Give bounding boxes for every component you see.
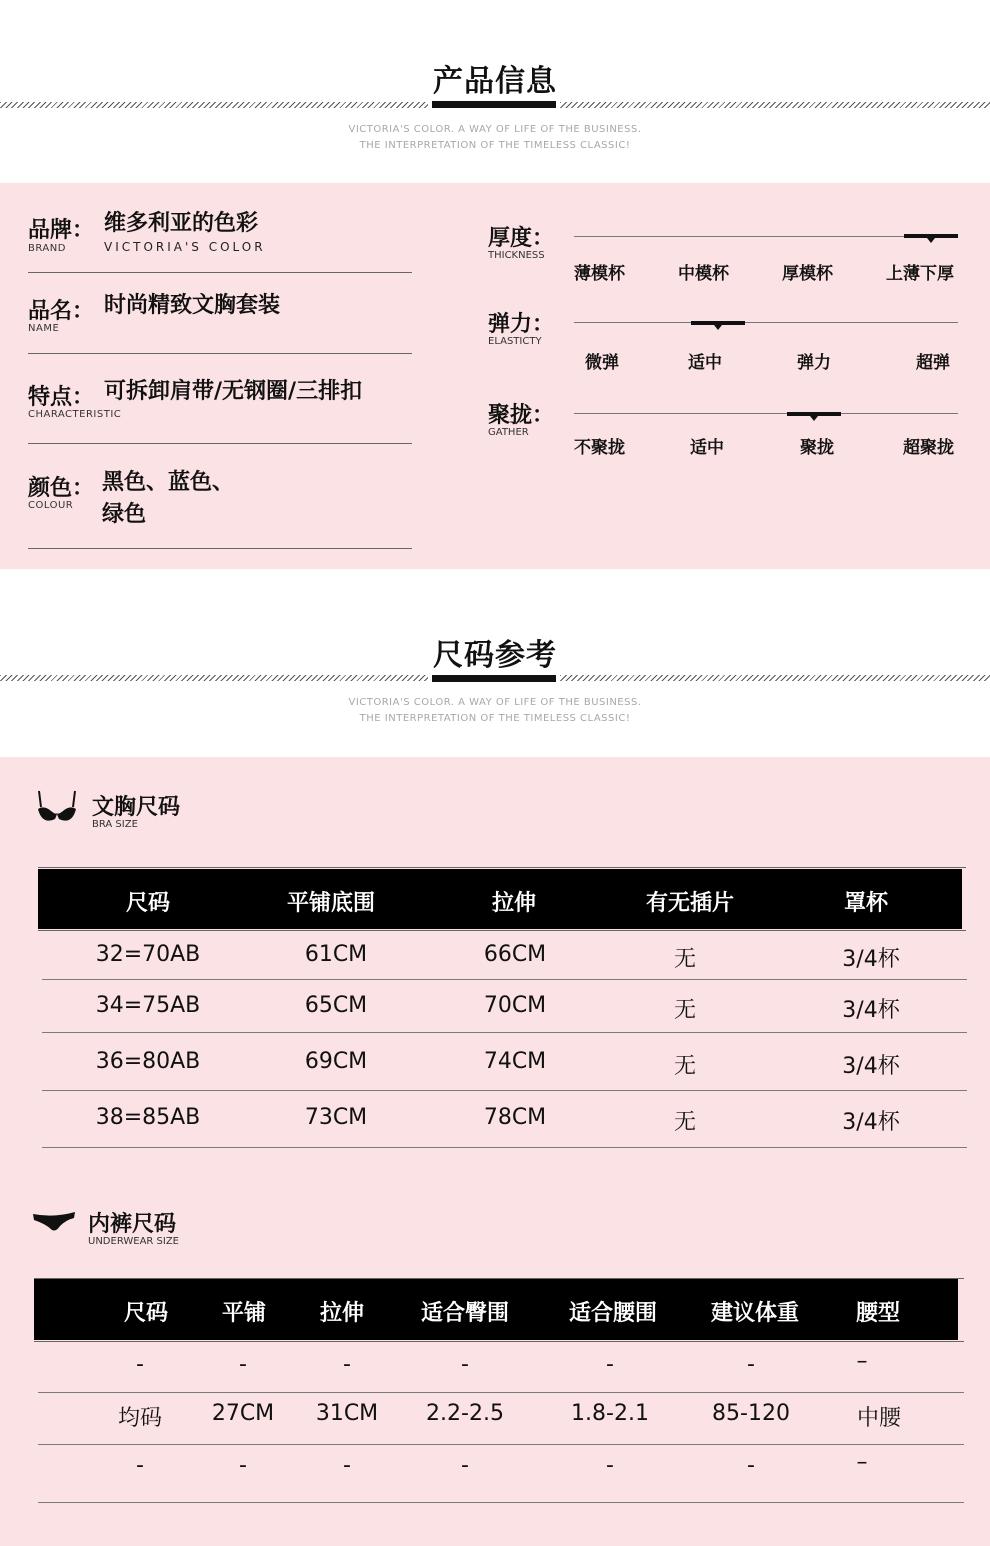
title-hatch-left [0,675,428,681]
elasticity-sub: ELASTICTY [488,336,542,347]
bra-cell: 73CM [304,1105,368,1130]
color-label: 颜色： [28,476,95,501]
bra-header-cell: 拉伸 [491,891,536,916]
thickness-option: 薄模杯 [574,264,625,284]
underwear-cell: - [461,1453,469,1478]
title-hatch-left [0,102,428,108]
bra-cell: 无 [673,998,696,1023]
tagline-line2: THE INTERPRETATION OF THE TIMELESS CLASSIC! [359,140,631,151]
table-row-divider [42,1032,967,1033]
product-info-title: 产品信息 [433,64,557,99]
elasticity-label: 弹力： [488,312,555,337]
feature-label: 特点： [28,385,95,410]
name-value: 时尚精致文胸套装 [104,293,281,318]
gather-marker [787,412,841,416]
thickness-option: 中模杯 [678,264,729,284]
divider [28,272,412,273]
bra-icon [36,789,78,827]
table-header-rule [34,1341,964,1342]
gather-scale-line [574,413,958,414]
underwear-cell: - [343,1352,351,1377]
underwear-cell: - [136,1352,144,1377]
table-row-divider [38,1502,964,1503]
feature-sub: CHARACTERISTIC [28,409,122,420]
underwear-size-sub: UNDERWEAR SIZE [88,1236,180,1247]
divider [28,443,412,444]
divider [28,353,412,354]
size-reference-title: 尺码参考 [433,638,557,673]
title-underbar [432,101,556,108]
bra-cell: 36=80AB [95,1049,201,1074]
underwear-cell: 中腰 [856,1406,901,1431]
elasticity-marker [691,321,745,325]
bra-cell: 70CM [483,993,547,1018]
underwear-cell: 27CM [211,1401,275,1426]
gather-option: 适中 [690,438,724,458]
gather-option: 不聚拢 [574,438,625,458]
underwear-header-cell: 适合臀围 [420,1301,509,1326]
thickness-sub: THICKNESS [488,250,545,261]
underwear-cell: - [343,1453,351,1478]
bra-cell: 65CM [304,993,368,1018]
table-row-divider [42,979,967,980]
underwear-header-cell: 平铺 [221,1301,266,1326]
color-sub: COLOUR [28,500,74,511]
color-value-line2: 绿色 [102,502,147,527]
elasticity-option: 弹力 [797,353,831,373]
underwear-size-title: 内裤尺码 [88,1212,177,1237]
title-underbar [432,675,556,682]
underwear-header-cell: 适合腰围 [568,1301,657,1326]
brand-sub: BRAND [28,243,66,254]
underwear-icon [32,1210,76,1234]
name-label: 品名： [28,299,95,324]
underwear-cell: - [461,1352,469,1377]
underwear-header-cell: 腰型 [855,1301,900,1326]
thickness-label: 厚度： [488,226,555,251]
name-sub: NAME [28,323,60,334]
table-top-rule [34,1278,964,1279]
underwear-cell: – [856,1349,868,1374]
bra-cell: 3/4杯 [842,1054,900,1079]
bra-size-title: 文胸尺码 [92,795,181,820]
bra-header-cell: 尺码 [125,891,170,916]
bra-cell: 38=85AB [95,1105,201,1130]
underwear-cell: - [606,1352,614,1377]
underwear-cell: - [747,1352,755,1377]
bra-cell: 74CM [483,1049,547,1074]
elasticity-option: 超弹 [916,353,950,373]
thickness-option: 上薄下厚 [886,264,954,284]
thickness-marker [904,234,958,238]
table-row-divider [42,1147,967,1148]
tagline-line1: VICTORIA'S COLOR. A WAY OF LIFE OF THE BUSINESS. [348,697,642,708]
underwear-header-cell: 建议体重 [710,1301,799,1326]
underwear-cell: – [856,1450,868,1475]
underwear-header-cell: 尺码 [123,1301,168,1326]
title-hatch-right [560,102,990,108]
table-row-divider [38,1392,964,1393]
tagline-line2: THE INTERPRETATION OF THE TIMELESS CLASSIC! [359,713,631,724]
underwear-header-cell: 拉伸 [319,1301,364,1326]
bra-cell: 无 [673,1110,696,1135]
bra-header-cell: 罩杯 [843,891,888,916]
color-value-line1: 黑色、蓝色、 [102,470,235,495]
bra-cell: 32=70AB [95,942,201,967]
gather-option: 超聚拢 [903,438,954,458]
underwear-cell: 1.8-2.1 [571,1401,649,1426]
underwear-cell: - [747,1453,755,1478]
table-row-divider [38,1444,964,1445]
bra-header-cell: 有无插片 [645,891,734,916]
thickness-scale-line [574,236,958,237]
elasticity-option: 微弹 [585,353,619,373]
underwear-cell: - [136,1453,144,1478]
bra-size-sub: BRA SIZE [92,819,138,830]
feature-value: 可拆卸肩带/无钢圈/三排扣 [104,379,363,404]
brand-value-en: VICTORIA'S COLOR [104,240,266,254]
bra-cell: 无 [673,947,696,972]
elasticity-scale-line [574,322,958,323]
underwear-cell: - [606,1453,614,1478]
underwear-cell: - [239,1352,247,1377]
table-row-divider [42,1090,967,1091]
divider [28,548,412,549]
tagline-line1: VICTORIA'S COLOR. A WAY OF LIFE OF THE BUSINESS. [348,124,642,135]
underwear-cell: 31CM [315,1401,379,1426]
bra-cell: 61CM [304,942,368,967]
bra-cell: 78CM [483,1105,547,1130]
gather-label: 聚拢： [488,403,555,428]
bra-cell: 3/4杯 [842,998,900,1023]
table-header-rule [38,930,966,931]
underwear-cell: - [239,1453,247,1478]
bra-cell: 3/4杯 [842,947,900,972]
brand-value: 维多利亚的色彩 [104,211,259,236]
brand-label: 品牌： [28,218,95,243]
table-top-rule [38,867,966,868]
bra-cell: 34=75AB [95,993,201,1018]
bra-cell: 69CM [304,1049,368,1074]
underwear-cell: 均码 [117,1406,162,1431]
bra-cell: 66CM [483,942,547,967]
gather-sub: GATHER [488,427,529,438]
bra-cell: 无 [673,1054,696,1079]
elasticity-option: 适中 [688,353,722,373]
title-hatch-right [560,675,990,681]
thickness-option: 厚模杯 [782,264,833,284]
bra-cell: 3/4杯 [842,1110,900,1135]
bra-header-cell: 平铺底围 [286,891,375,916]
gather-option: 聚拢 [800,438,834,458]
underwear-cell: 2.2-2.5 [426,1401,504,1426]
underwear-cell: 85-120 [712,1401,790,1426]
